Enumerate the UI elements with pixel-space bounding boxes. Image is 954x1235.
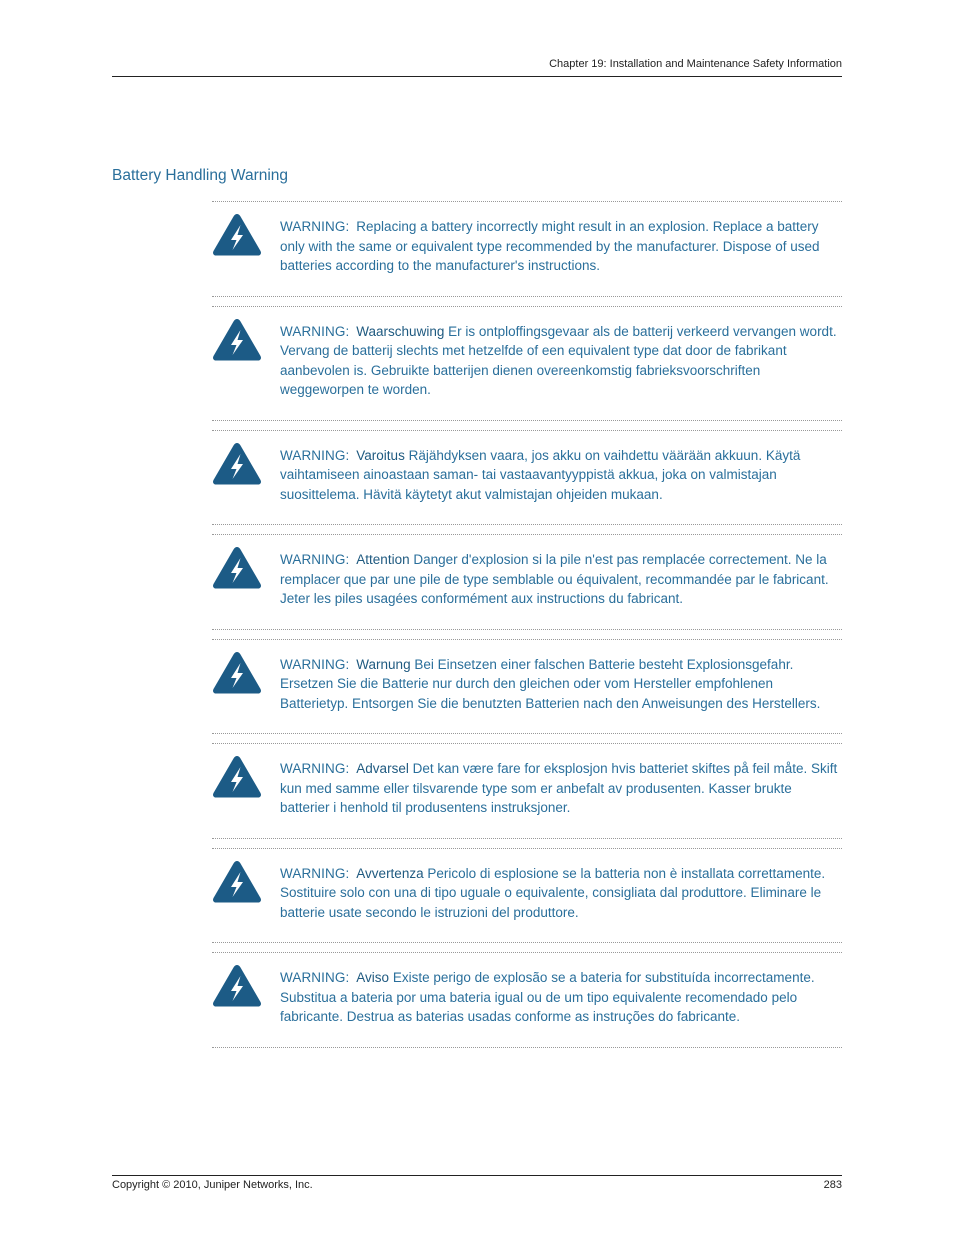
warning-block bbox=[212, 743, 842, 839]
page-footer bbox=[112, 1175, 842, 1195]
warning-lightning-icon bbox=[212, 318, 262, 362]
warning-lightning-icon bbox=[212, 964, 262, 1008]
warning-label: WARNING: bbox=[280, 323, 350, 339]
warning-body: Bei Einsetzen einer falschen Batterie besteht Explosionsgefahr. Ersetzen Sie die Batterie nur durch den gleichen oder vom Hersteller empfohlenen Batterietyp. Entsorgen Sie die benutzten Batterien nach den Anweisungen des Herstellers. bbox=[280, 656, 821, 711]
warning-label: WARNING: bbox=[280, 447, 350, 463]
warning-lightning-icon bbox=[212, 860, 262, 904]
warning-label: WARNING: bbox=[280, 656, 350, 672]
warning-label: WARNING: bbox=[280, 970, 350, 985]
warning-body: Existe perigo de explosão se a bateria for substituída incorrectamente. Substitua a bateria por uma bateria igual ou de um tipo equivalente recomendado pelo fabricante. Destrua as baterias usadas conforme as instruções do fabricante. bbox=[280, 970, 815, 1024]
page-header bbox=[112, 58, 842, 77]
page-number: 283 bbox=[823, 1179, 842, 1191]
warning-text bbox=[280, 212, 842, 276]
warning-lightning-icon bbox=[212, 546, 262, 590]
warning-body: Pericolo di esplosione se la batteria non è installata correttamente. Sostituire solo con una di tipo uguale o equivalente, consigliata dal produttore. Eliminare le batterie usate secondo le istruzioni del produttore. bbox=[280, 865, 826, 920]
warning-label: WARNING: bbox=[280, 219, 350, 234]
warning-label: WARNING: bbox=[280, 865, 350, 881]
warning-lightning-icon bbox=[212, 442, 262, 486]
warning-block bbox=[212, 306, 842, 421]
warning-text bbox=[280, 963, 842, 1027]
copyright-text: Copyright © 2010, Juniper Networks, Inc. bbox=[112, 1179, 313, 1191]
warning-block bbox=[212, 201, 842, 297]
warning-label: WARNING: bbox=[280, 552, 350, 567]
warning-language-label: Warnung bbox=[356, 656, 411, 672]
warning-lightning-icon bbox=[212, 213, 262, 257]
warning-language-label: Aviso bbox=[356, 970, 390, 985]
warning-text bbox=[280, 317, 842, 400]
warning-label: WARNING: bbox=[280, 761, 350, 776]
warning-language-label: Advarsel bbox=[356, 761, 409, 776]
warning-block bbox=[212, 639, 842, 735]
warning-text bbox=[280, 859, 842, 923]
warning-lightning-icon bbox=[212, 651, 262, 695]
warning-lightning-icon bbox=[212, 755, 262, 799]
warnings-list bbox=[212, 201, 842, 1048]
warning-block bbox=[212, 952, 842, 1048]
warning-body: Er is ontploffingsgevaar als de batterij verkeerd vervangen wordt. Vervang de batterij slechts met hetzelfde of een equivalent type dat door de fabrikant aanbevolen is. Gebruikte batterijen dienen overeenkomstig fabrieksvoorschriften weggeworpen te worden. bbox=[280, 323, 837, 397]
warning-language-label: Attention bbox=[356, 552, 410, 567]
warning-block bbox=[212, 534, 842, 630]
warning-language-label: Avvertenza bbox=[356, 865, 424, 881]
warning-language-label: Waarschuwing bbox=[356, 323, 445, 339]
warning-block bbox=[212, 848, 842, 944]
warning-body: Danger d'explosion si la pile n'est pas remplacée correctement. Ne la remplacer que par une pile de type semblable ou équivalent, recommandée par le fabricant. Jeter les piles usagées conformément aux instructions du fabricant. bbox=[280, 552, 829, 606]
warning-block bbox=[212, 430, 842, 526]
section-title: Battery Handling Warning bbox=[112, 167, 289, 184]
chapter-title: Chapter 19: Installation and Maintenance Safety Information bbox=[549, 58, 842, 70]
warning-text bbox=[280, 441, 842, 505]
warning-body: Det kan være fare for eksplosjon hvis batteriet skiftes på feil måte. Skift kun med samme eller tilsvarende type som er anbefalt av produsenten. Kasser brukte batterier i henhold til produsentens instruksjoner. bbox=[280, 761, 838, 815]
warning-body: Replacing a battery incorrectly might result in an explosion. Replace a battery only with the same or equivalent type recommended by the manufacturer. Dispose of used batteries according to the manufacturer's instructions. bbox=[280, 219, 820, 273]
warning-text bbox=[280, 754, 842, 818]
warning-text bbox=[280, 545, 842, 609]
warning-text bbox=[280, 650, 842, 714]
warning-language-label: Varoitus bbox=[356, 447, 405, 463]
warning-body: Räjähdyksen vaara, jos akku on vaihdettu väärään akkuun. Käytä vaihtamiseen ainoastaan saman- tai vastaavantyyppistä akkua, joka on valmistajan suosittelema. Hävitä käytetyt akut valmistajan ohjeiden mukaan. bbox=[280, 447, 801, 502]
